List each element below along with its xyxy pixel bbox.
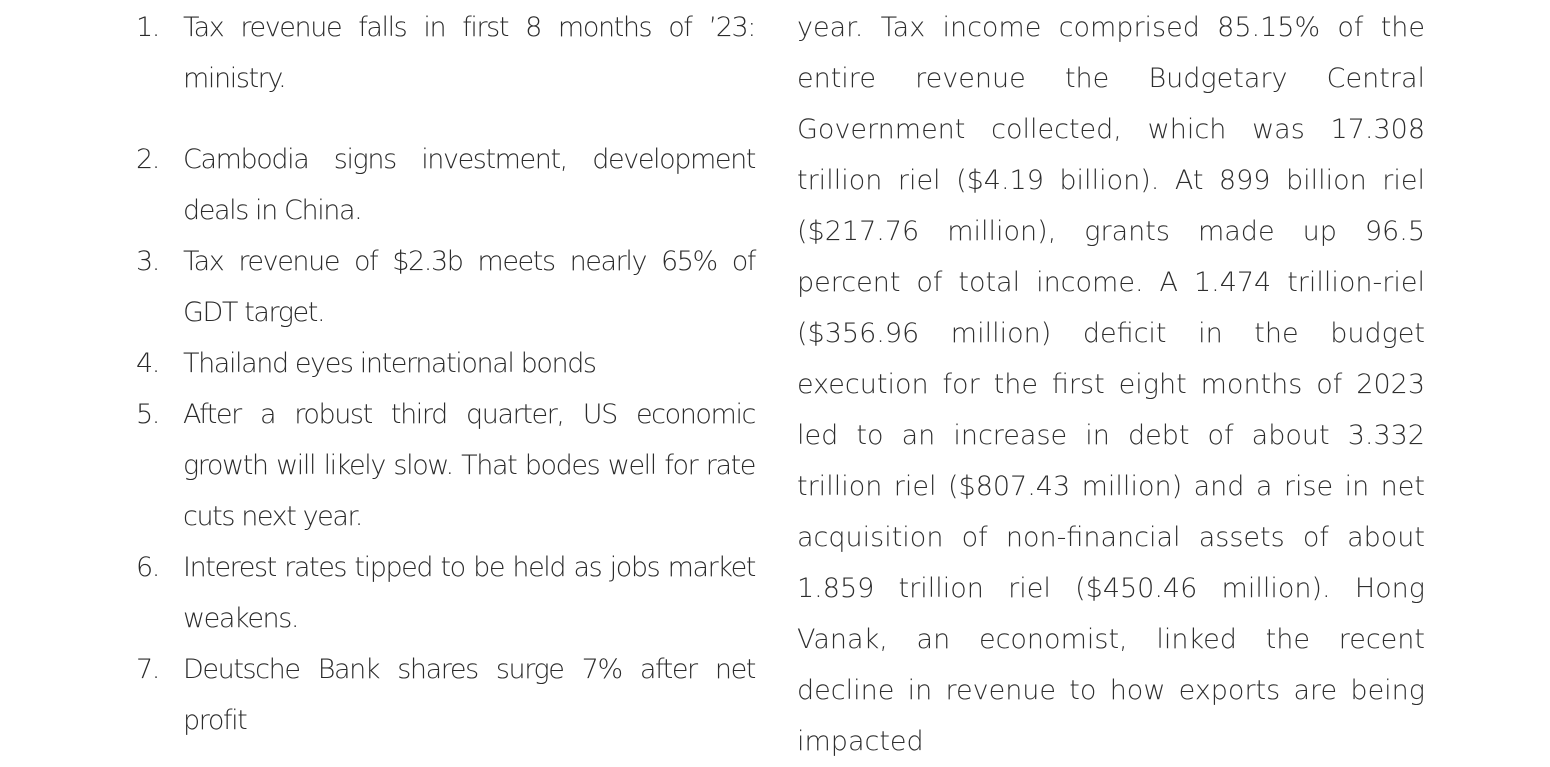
list-item-text: After a robust third quarter, US economic growth will likely slow. That bodes well for rate cuts next year.	[183, 399, 755, 532]
list-item-number: 3.	[136, 246, 159, 277]
list-item-number: 5.	[136, 399, 159, 430]
list-item-number: 4.	[136, 348, 159, 379]
article-body: year. Tax income comprised 85.15% of the entire revenue the Budgetary Central Government collected, which was 17.308 trillion riel ($4.19 billion). At 899 billion riel ($217.76 million), grants made up 96.5 percent of total income. A 1.474 trillion-riel ($356.96 million) deficit in the budget execution for the first eight months of 2023 led to an increase in debt of about 3.332 trillion riel ($807.43 million) and a rise in net acquisition of non-financial assets of about 1.859 trillion riel ($450.46 million). Hong Vanak, an economist, linked the recent decline in revenue to how exports are being impacted	[797, 12, 1425, 757]
list-item	[136, 542, 756, 644]
list-item-text: Tax revenue of $2.3b meets nearly 65% of GDT target.	[183, 246, 755, 328]
list-item	[136, 644, 756, 746]
list-item-number: 2.	[136, 144, 159, 175]
list-item	[136, 236, 756, 338]
list-item	[136, 134, 756, 236]
list-item	[136, 338, 756, 389]
list-item-text: Deutsche Bank shares surge 7% after net profit	[183, 654, 755, 736]
list-item-number: 6.	[136, 552, 159, 583]
list-item-text: Cambodia signs investment, development deals in China.	[183, 144, 755, 226]
list-item	[136, 389, 756, 542]
list-item-text: Thailand eyes international bonds	[183, 348, 596, 379]
list-item-number: 1.	[136, 12, 159, 43]
list-item	[136, 2, 756, 104]
list-item-number: 7.	[136, 654, 159, 685]
list-item-text: Interest rates tipped to be held as jobs market weakens.	[183, 552, 755, 634]
list-item-text: Tax revenue falls in first 8 months of ’23: ministry.	[183, 12, 755, 94]
